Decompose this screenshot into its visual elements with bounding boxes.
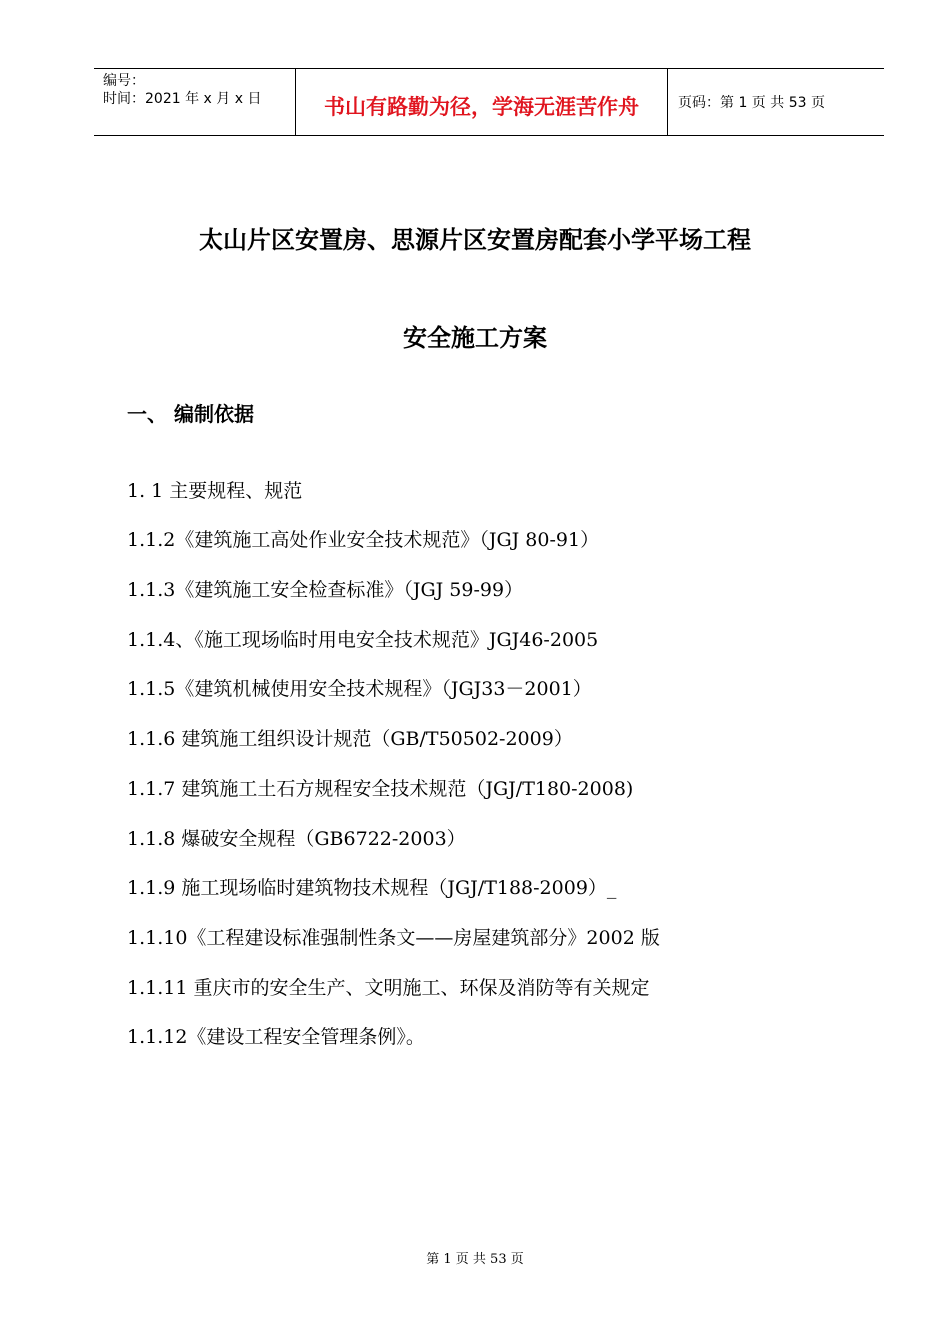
list-item: 1.1.7 建筑施工土石方规程安全技术规范（JGJ/T180-2008) — [127, 778, 634, 800]
list-item: 1. 1 主要规程、规范 — [127, 480, 303, 502]
list-item: 1.1.9 施工现场临时建筑物技术规程（JGJ/T188-2009）_ — [127, 877, 617, 899]
serial-label: 编号： — [103, 73, 145, 89]
page-footer: 第 1 页 共 53 页 — [426, 1252, 524, 1267]
list-item: 1.1.10《工程建设标准强制性条文——房屋建筑部分》2002 版 — [127, 927, 660, 949]
document-title: 太山片区安置房、思源片区安置房配套小学平场工程 — [199, 226, 751, 254]
motto-text: 书山有路勤为径，学海无涯苦作舟 — [324, 95, 639, 119]
list-item: 1.1.6 建筑施工组织设计规范（GB/T50502-2009） — [127, 728, 573, 750]
list-item: 1.1.3《建筑施工安全检查标准》（JGJ 59-99） — [127, 579, 524, 601]
header-page-cell — [668, 69, 884, 135]
section-heading: 一、 编制依据 — [127, 402, 254, 426]
page-header — [94, 68, 884, 136]
list-item: 1.1.11 重庆市的安全生产、文明施工、环保及消防等有关规定 — [127, 977, 650, 999]
list-item: 1.1.12《建设工程安全管理条例》。 — [127, 1026, 425, 1048]
list-item: 1.1.5《建筑机械使用安全技术规程》（JGJ33－2001） — [127, 678, 592, 700]
list-item: 1.1.8 爆破安全规程（GB6722-2003） — [127, 828, 466, 850]
list-item: 1.1.2《建筑施工高处作业安全技术规范》（JGJ 80-91） — [127, 529, 600, 551]
header-motto-cell — [295, 69, 668, 135]
time-label: 时间：2021 年 x 月 x 日 — [103, 91, 262, 107]
document-subtitle: 安全施工方案 — [403, 324, 547, 352]
header-meta-cell — [94, 69, 295, 135]
list-item: 1.1.4、《施工现场临时用电安全技术规范》JGJ46-2005 — [127, 629, 599, 651]
page-label: 页码：第 1 页 共 53 页 — [678, 95, 825, 111]
